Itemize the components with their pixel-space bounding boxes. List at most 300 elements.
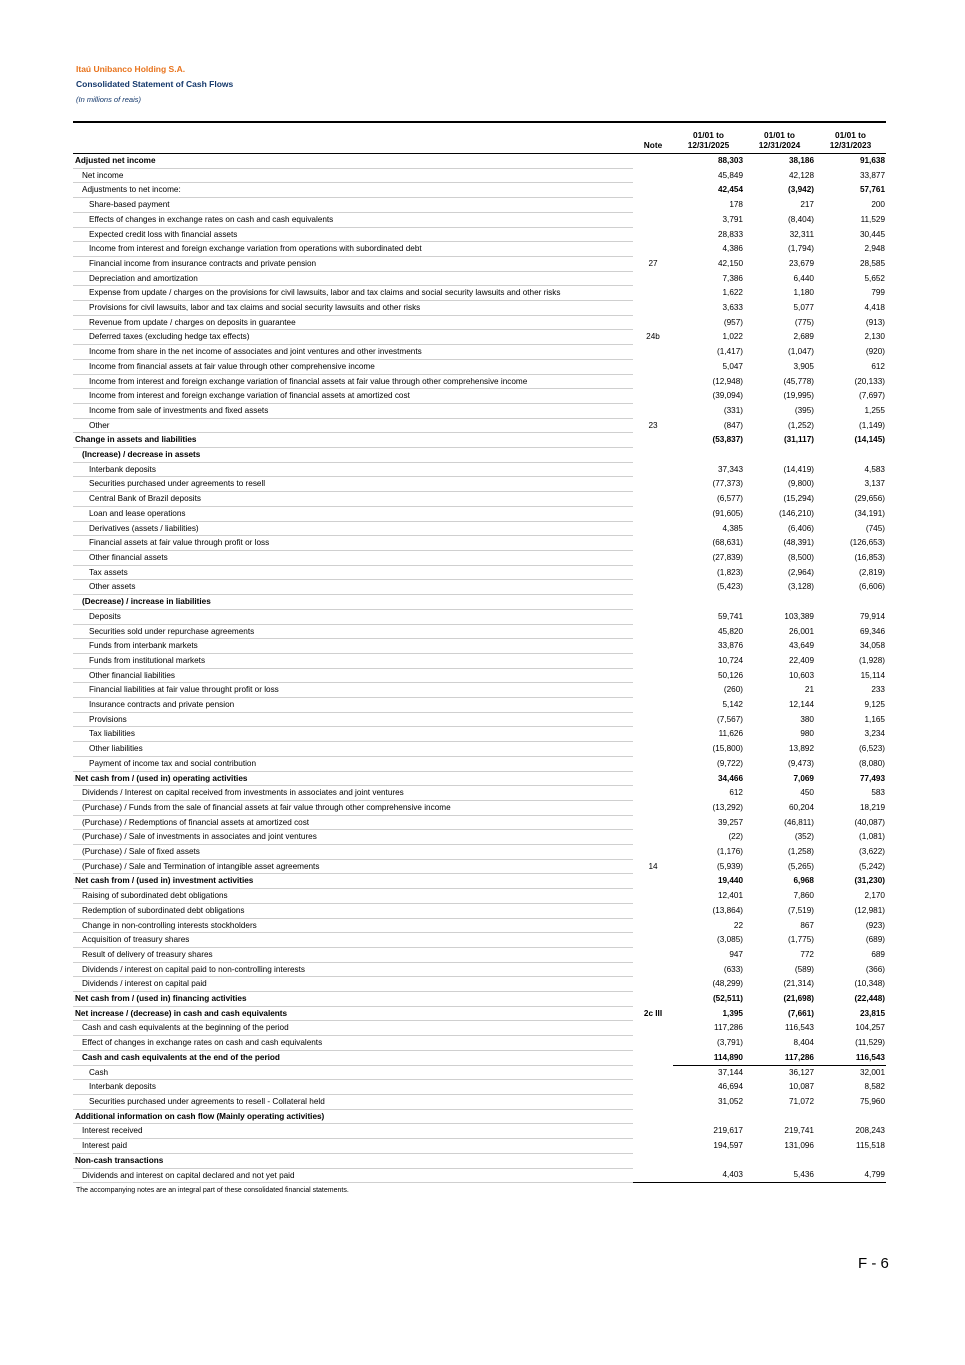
page-number: F - 6 [858,1255,889,1272]
table-body [73,154,886,1183]
row-note [633,903,673,918]
row-label: Change in non-controlling interests stockholders [73,918,633,933]
row-label: Tax assets [73,565,633,580]
row-value-2025: 34,466 [717,773,743,783]
row-value-2023: (14,145) [854,435,885,445]
row-label: Interest received [73,1124,633,1139]
row-value-2023: 15,114 [860,670,885,680]
row-value-2023: (913) [865,317,885,327]
row-value-2024: (14,419) [783,464,814,474]
row-label: Share-based payment [73,198,633,213]
row-note [633,301,673,316]
table-row [73,1065,886,1080]
row-label: Additional information on cash flow (Mainly operating activities) [73,1109,633,1124]
row-note [633,639,673,654]
row-note [633,1021,673,1036]
row-value-2023: (923) [865,920,885,930]
row-value-2024: 23,679 [788,258,814,268]
row-value-2024: (2,964) [788,567,814,577]
row-value-2024: 32,311 [789,229,814,239]
row-label: Dividends / interest on capital paid to non-controlling interests [73,962,633,977]
row-note [633,624,673,639]
row-value-2024: (31,117) [783,435,814,445]
row-value-2023: (1,928) [859,655,885,665]
row-value-2025: 22 [733,920,743,930]
table-row [73,683,886,698]
row-value-2023: (6,523) [859,744,885,754]
row-note [633,403,673,418]
row-note [633,977,673,992]
row-label: Other financial assets [73,550,633,565]
row-note [633,198,673,213]
row-value-2024: 10,087 [788,1082,814,1092]
row-label: Income from interest and foreign exchange variation of financial assets at fair value through other comprehensive income [73,374,633,389]
row-value-2025: 7,386 [722,273,743,283]
table-row [73,962,886,977]
row-value-2025: (1,176) [717,847,743,857]
row-value-2025: 12,401 [717,891,743,901]
table-row [73,903,886,918]
row-value-2024: (3,128) [788,582,814,592]
company-name: Itaú Unibanco Holding S.A. [76,64,186,74]
table-row [73,154,886,169]
row-value-2025: (13,292) [712,802,743,812]
row-value-2023: 4,418 [864,303,885,313]
row-note [633,668,673,683]
row-note [633,345,673,360]
row-value-2024: 12,144 [788,700,814,710]
table-row [73,256,886,271]
row-label: Other [73,418,633,433]
row-value-2024: 772 [800,949,814,959]
table-row [73,536,886,551]
row-value-2024: (7,661) [788,1008,814,1018]
row-value-2025: (9,722) [717,758,743,768]
row-value-2024: (9,473) [788,758,814,768]
period-2024-line2: 12/31/2024 [758,140,801,150]
row-value-2025: (52,511) [712,994,743,1004]
row-note [633,727,673,742]
row-value-2024: 2,689 [793,332,814,342]
row-value-2023: 2,130 [864,332,885,342]
row-value-2025: (48,299) [712,979,743,989]
row-value-2025: 5,142 [722,700,743,710]
row-label: (Purchase) / Sale of investments in associates and joint ventures [73,830,633,845]
row-note: 23 [648,420,658,430]
row-note [633,242,673,257]
row-note [633,1036,673,1051]
row-note [633,609,673,624]
row-value-2024: (19,995) [783,391,814,401]
table-row [73,168,886,183]
row-value-2023 [815,1153,886,1168]
table-row [73,698,886,713]
row-note [633,1168,673,1183]
table-row [73,918,886,933]
table-row [73,550,886,565]
row-value-2024: 60,204 [788,802,814,812]
row-value-2025: 4,403 [722,1170,743,1180]
table-row [73,1036,886,1051]
row-value-2025: (5,423) [717,582,743,592]
row-value-2024: (1,252) [788,420,814,430]
table-row [73,1080,886,1095]
row-label: Central Bank of Brazil deposits [73,492,633,507]
row-value-2023: (126,653) [849,538,885,548]
row-value-2024: 980 [800,729,814,739]
table-row [73,565,886,580]
row-value-2025: (633) [723,964,743,974]
table-row [73,653,886,668]
row-note [633,286,673,301]
row-label: Financial assets at fair value through profit or loss [73,536,633,551]
table-row [73,874,886,889]
row-label: Effect of changes in exchange rates on cash and cash equivalents [73,1036,633,1051]
row-value-2023: 34,058 [859,641,885,651]
row-value-2025: 45,849 [717,170,743,180]
row-value-2024: (45,778) [783,376,814,386]
row-note [633,800,673,815]
table-row [73,521,886,536]
row-value-2024: (1,047) [788,347,814,357]
row-value-2023: 1,255 [864,405,885,415]
table-row [73,639,886,654]
row-label: Net income [73,168,633,183]
row-label: Cash and cash equivalents at the beginning of the period [73,1021,633,1036]
row-label: Expected credit loss with financial assets [73,227,633,242]
row-value-2025: 1,622 [722,288,743,298]
row-note: 24b [646,332,660,342]
row-label: Other liabilities [73,742,633,757]
row-label: Cash and cash equivalents at the end of the period [73,1050,633,1065]
row-label: (Increase) / decrease in assets [73,448,633,463]
row-note [633,1095,673,1110]
row-note [633,653,673,668]
row-label: (Purchase) / Redemptions of financial assets at amortized cost [73,815,633,830]
row-label: Net cash from / (used in) operating activities [73,771,633,786]
row-label: Change in assets and liabilities [73,433,633,448]
table-row [73,1124,886,1139]
table-row [73,227,886,242]
row-value-2024: (589) [794,964,814,974]
row-label: Income from sale of investments and fixed assets [73,403,633,418]
row-value-2024: 5,436 [793,1170,814,1180]
table-row [73,301,886,316]
row-label: (Purchase) / Sale and Termination of intangible asset agreements [73,859,633,874]
statement-title: Consolidated Statement of Cash Flows [76,79,234,89]
row-label: Income from interest and foreign exchange variation from operations with subordinated debt [73,242,633,257]
row-note: 14 [648,861,658,871]
row-label: Income from interest and foreign exchange variation of financial assets at amortized cost [73,389,633,404]
row-value-2023: (10,348) [854,979,885,989]
row-value-2023: (6,606) [859,582,885,592]
row-value-2025: (15,800) [712,744,743,754]
row-value-2024: 450 [800,788,814,798]
table-row [73,315,886,330]
row-value-2023: 104,257 [855,1023,885,1033]
row-value-2024: (21,314) [783,979,814,989]
row-label: Expense from update / charges on the provisions for civil lawsuits, labor and tax claims and social security lawsuits and other risks [73,286,633,301]
period-2025-line2: 12/31/2025 [687,140,730,150]
row-value-2024: 21 [804,685,814,695]
row-note [633,1065,673,1080]
row-value-2024: (7,519) [788,905,814,915]
row-value-2024: 219,741 [784,1126,814,1136]
row-note [633,521,673,536]
row-label: Interbank deposits [73,1080,633,1095]
period-2023-line2: 12/31/2023 [829,140,872,150]
row-value-2023: (3,622) [859,847,885,857]
row-value-2024: 13,892 [788,744,814,754]
row-value-2023: 689 [871,949,885,959]
row-value-2023: 5,652 [864,273,885,283]
row-label: Securities purchased under agreements to resell [73,477,633,492]
row-value-2023: (7,697) [859,391,885,401]
row-value-2025: 31,052 [717,1097,743,1106]
row-value-2025: (7,567) [717,714,743,724]
row-note [633,433,673,448]
row-value-2025: (22) [728,832,743,842]
row-note [633,212,673,227]
row-value-2023: 233 [871,685,885,695]
table-row [73,271,886,286]
row-value-2024: 380 [800,714,814,724]
row-value-2023: (1,149) [859,420,885,430]
row-value-2024: (395) [794,405,814,415]
row-value-2023: (366) [865,964,885,974]
table-row [73,1139,886,1154]
row-value-2025: (27,839) [712,552,743,562]
row-value-2023: 2,948 [864,244,885,254]
table-row [73,668,886,683]
row-label: (Purchase) / Sale of fixed assets [73,845,633,860]
row-value-2024: 6,440 [793,273,814,283]
row-value-2024: 117,286 [744,1050,815,1065]
row-value-2023 [815,595,886,610]
row-value-2025: (847) [723,420,743,430]
table-row [73,433,886,448]
row-value-2025: (12,948) [712,376,743,386]
row-note [633,756,673,771]
row-label: Payment of income tax and social contribution [73,756,633,771]
row-label: Effects of changes in exchange rates on cash and cash equivalents [73,212,633,227]
row-value-2023: 28,585 [859,258,885,268]
row-label: Funds from institutional markets [73,653,633,668]
row-value-2024: (48,391) [783,538,814,548]
table-row [73,830,886,845]
row-value-2023: 3,234 [864,729,885,739]
table-row [73,1095,886,1110]
label-column-header [73,122,633,154]
table-row [73,374,886,389]
row-label: Revenue from update / charges on deposits in guarantee [73,315,633,330]
row-value-2023: 208,243 [855,1126,885,1136]
row-value-2024 [744,595,815,610]
row-value-2023: 75,960 [859,1097,885,1106]
period-2025-line1: 01/01 to [693,130,724,140]
row-value-2024 [744,1153,815,1168]
table-row [73,1006,886,1021]
table-row [73,359,886,374]
table-row [73,771,886,786]
row-value-2024: (1,775) [788,935,814,945]
row-label: Securities purchased under agreements to resell - Collateral held [73,1095,633,1110]
row-value-2025: (3,791) [717,1038,743,1048]
row-value-2023: (1,081) [859,832,885,842]
table-row [73,389,886,404]
row-value-2025: (1,823) [717,567,743,577]
row-value-2023: 18,219 [859,802,885,812]
row-value-2023: (20,133) [854,376,885,386]
table-row [73,712,886,727]
table-row [73,1168,886,1183]
row-note [633,962,673,977]
row-value-2023: (5,242) [859,861,885,871]
row-value-2024 [744,1109,815,1124]
row-value-2025: 117,286 [714,1023,743,1033]
table-row [73,448,886,463]
row-label: Income from share in the net income of associates and joint ventures and other investments [73,345,633,360]
row-value-2023: (8,080) [859,758,885,768]
row-value-2024: (3,942) [788,185,814,195]
row-label: Derivatives (assets / liabilities) [73,521,633,536]
row-value-2024: 131,096 [784,1141,814,1151]
row-value-2025: (3,085) [717,935,743,945]
row-label: Net cash from / (used in) investment activities [73,874,633,889]
row-label: Income from financial assets at fair value through other comprehensive income [73,359,633,374]
row-label: Loan and lease operations [73,506,633,521]
row-note [633,815,673,830]
row-value-2023: (31,230) [854,876,885,886]
row-value-2025: (260) [723,685,743,695]
row-label: Provisions for civil lawsuits, labor and tax claims and social security lawsuits and other risks [73,301,633,316]
row-value-2023: 32,001 [859,1067,885,1077]
row-value-2024: 217 [800,200,814,210]
row-value-2023: 799 [871,288,885,298]
row-value-2025: 33,876 [717,641,743,651]
row-label: Non-cash transactions [73,1153,633,1168]
row-value-2023: 30,445 [859,229,885,239]
table-row [73,977,886,992]
row-value-2024: 71,072 [788,1097,814,1106]
row-value-2024: (352) [794,832,814,842]
row-value-2023: (22,448) [854,994,885,1004]
row-label: Net increase / (decrease) in cash and cash equivalents [73,1006,633,1021]
row-value-2023: 115,518 [856,1141,885,1151]
row-label: Financial income from insurance contracts and private pension [73,256,633,271]
row-value-2024: 7,069 [793,773,814,783]
row-value-2024: (21,698) [783,994,814,1004]
row-value-2023: 2,170 [864,891,885,901]
table-row [73,859,886,874]
row-value-2023: 79,914 [859,611,885,621]
row-value-2023: 33,877 [859,170,885,180]
row-value-2025 [673,448,744,463]
row-note [633,1124,673,1139]
row-label: Acquisition of treasury shares [73,933,633,948]
table-row [73,786,886,801]
row-value-2023: (16,853) [854,552,885,562]
table-row [73,198,886,213]
units-note: (In millions of reais) [76,95,142,104]
row-value-2025: (68,631) [712,538,743,548]
row-value-2023: 91,638 [859,156,885,166]
row-value-2025 [673,595,744,610]
row-value-2024: (6,406) [788,523,814,533]
row-note [633,550,673,565]
table-row [73,727,886,742]
row-value-2023: (920) [865,347,885,357]
row-note [633,477,673,492]
table-row [73,418,886,433]
table-row [73,992,886,1007]
row-value-2025: (957) [723,317,743,327]
row-note [633,933,673,948]
row-value-2023: 4,799 [864,1170,885,1180]
row-value-2025: (6,577) [717,494,743,504]
row-note [633,374,673,389]
table-row [73,800,886,815]
row-value-2025: 46,694 [717,1082,743,1092]
row-value-2024: 1,180 [793,288,814,298]
row-value-2025: 4,385 [722,523,743,533]
table-row [73,947,886,962]
row-value-2024: 22,409 [788,655,814,665]
row-label: Other financial liabilities [73,668,633,683]
row-value-2025: 178 [729,200,743,210]
row-value-2024: 7,860 [793,891,814,901]
row-value-2023: 1,165 [864,714,885,724]
row-note [633,448,673,463]
period-2024-header [744,122,815,154]
row-value-2023: (40,087) [854,817,885,827]
table-row [73,477,886,492]
row-label: Financial liabilities at fair value throught profit or loss [73,683,633,698]
row-value-2023: 8,582 [864,1082,885,1092]
row-note [633,389,673,404]
row-note [633,712,673,727]
row-label: Interbank deposits [73,462,633,477]
row-value-2023: 11,529 [860,214,885,224]
row-label: Depreciation and amortization [73,271,633,286]
row-label: Other assets [73,580,633,595]
row-value-2025 [673,1109,744,1124]
row-value-2025: 3,791 [722,214,743,224]
row-value-2025: 10,724 [717,655,743,665]
cash-flow-table [73,121,886,1183]
row-note [633,874,673,889]
row-value-2024: (8,500) [788,552,814,562]
row-value-2023: 116,543 [815,1050,886,1065]
row-value-2024: 42,128 [788,170,814,180]
row-value-2025: 37,343 [717,464,743,474]
row-note [633,580,673,595]
row-note [633,947,673,962]
note-column-header: Note [633,122,673,154]
row-note [633,845,673,860]
table-row [73,492,886,507]
row-value-2025: 11,626 [718,729,743,739]
row-note [633,271,673,286]
row-value-2023: (689) [865,935,885,945]
table-row [73,609,886,624]
row-value-2023: 583 [871,788,885,798]
row-value-2023: 77,493 [859,773,885,783]
row-note [633,315,673,330]
row-value-2024: 103,389 [784,611,814,621]
row-value-2024: 3,905 [793,361,814,371]
period-2025-header [673,122,744,154]
